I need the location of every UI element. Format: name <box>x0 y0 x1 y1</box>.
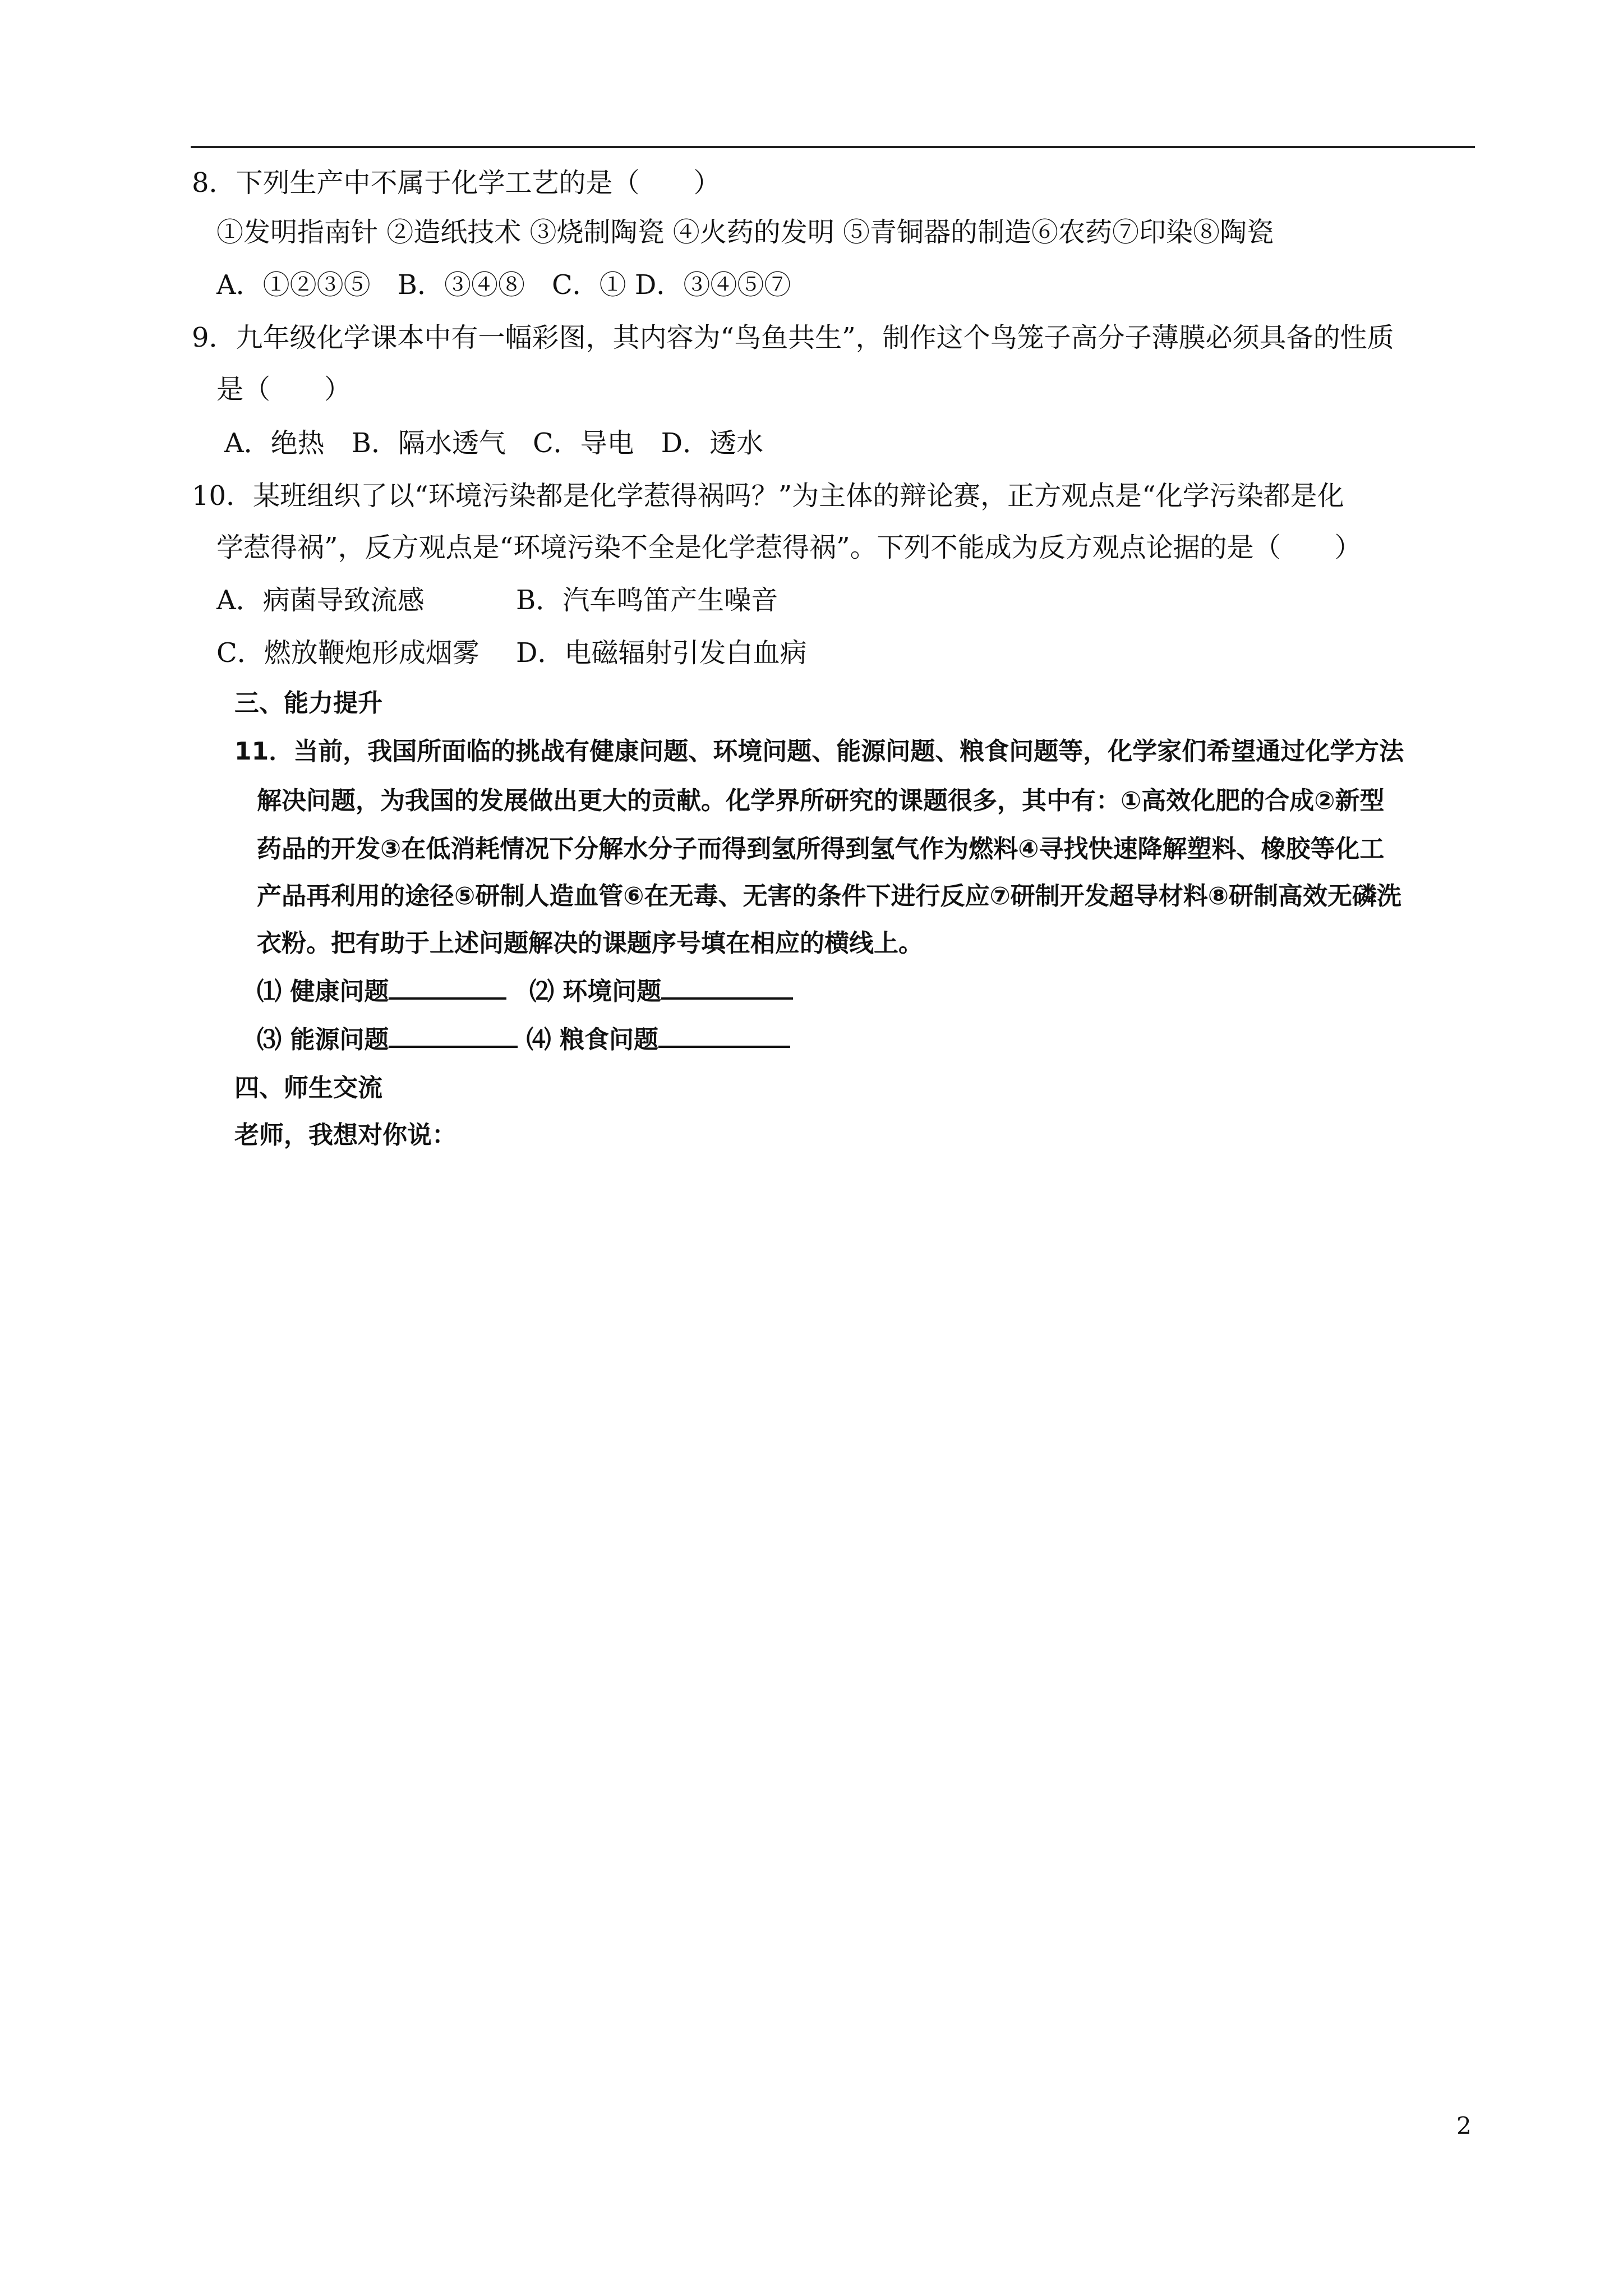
blank2-label: ⑵ 环境问题 <box>529 977 662 1006</box>
q8-options: A．①②③⑤ B．③④⑧ C．① D．③④⑤⑦ <box>216 269 791 301</box>
section4-heading: 四、师生交流 <box>234 1074 382 1102</box>
page-number: 2 <box>1456 2112 1472 2139</box>
q11-line1: 11．当前，我国所面临的挑战有健康问题、环境问题、能源问题、粮食问题等，化学家们希望通过化学方法 <box>234 737 1404 766</box>
q10-option-d: D．电磁辐射引发白血病 <box>516 637 807 669</box>
blank-row-1 <box>257 975 793 1009</box>
blank3-label: ⑶ 能源问题 <box>257 1025 389 1054</box>
q8-stem: 8．下列生产中不属于化学工艺的是（ ） <box>192 167 721 199</box>
q11-line2: 解决问题，为我国的发展做出更大的贡献。化学界所研究的课题很多，其中有：①高效化肥的合成②新型 <box>257 786 1385 815</box>
blank3-line <box>389 1023 518 1048</box>
blank-row-2 <box>257 1023 790 1057</box>
q10-option-a: A．病菌导致流感 <box>216 585 425 616</box>
q10-stem-line2: 学惹得祸”，反方观点是“环境污染不全是化学惹得祸”。下列不能成为反方观点论据的是（ ） <box>216 532 1362 563</box>
header-rule <box>191 146 1475 148</box>
blank1-label: ⑴ 健康问题 <box>257 977 389 1006</box>
q8-items: ①发明指南针 ②造纸技术 ③烧制陶瓷 ④火药的发明 ⑤青铜器的制造⑥农药⑦印染⑧陶瓷 <box>216 217 1274 248</box>
q9-stem-line2: 是（ ） <box>216 374 352 405</box>
q10-stem-line1: 10．某班组织了以“环境污染都是化学惹得祸吗？”为主体的辩论赛，正方观点是“化学污染都是化 <box>192 480 1344 512</box>
blank2-line <box>661 975 793 1000</box>
section3-heading: 三、能力提升 <box>234 689 382 717</box>
q10-option-b: B．汽车鸣笛产生噪音 <box>516 585 778 616</box>
q10-option-c: C．燃放鞭炮形成烟雾 <box>216 637 479 669</box>
blank4-line <box>658 1023 790 1048</box>
q9-stem-line1: 9．九年级化学课本中有一幅彩图，其内容为“鸟鱼共生”，制作这个鸟笼子高分子薄膜必须具备的性质 <box>192 322 1394 353</box>
q11-line5: 衣粉。把有助于上述问题解决的课题序号填在相应的横线上。 <box>257 929 923 958</box>
q11-line4: 产品再利用的途径⑤研制人造血管⑥在无毒、无害的条件下进行反应⑦研制开发超导材料⑧研制高效无磷洗 <box>257 882 1402 910</box>
blank4-label: ⑷ 粮食问题 <box>526 1025 658 1054</box>
q11-line3: 药品的开发③在低消耗情况下分解水分子而得到氢所得到氢气作为燃料④寻找快速降解塑料、橡胶等化工 <box>257 835 1385 863</box>
section4-prompt: 老师，我想对你说： <box>234 1121 457 1149</box>
q9-options: A．绝热 B．隔水透气 C．导电 D．透水 <box>224 427 764 459</box>
blank1-line <box>389 975 506 1000</box>
